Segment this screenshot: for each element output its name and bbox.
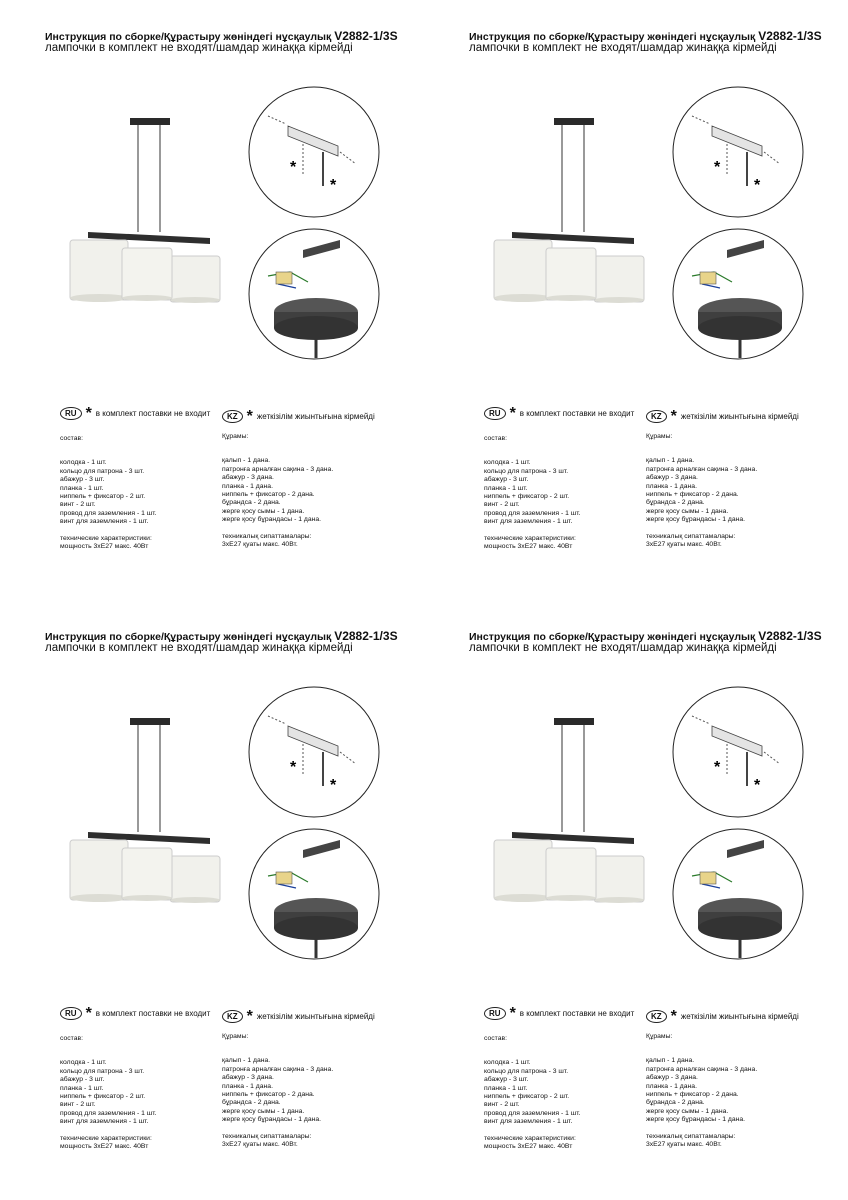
contents-heading: Құрамы: (646, 1033, 673, 1040)
contents-item: провод для заземления - 1 шт. (484, 1109, 581, 1117)
contents-item: абажур - 3 шт. (60, 476, 105, 484)
contents-item: винт - 2 шт. (60, 501, 96, 509)
ru-not-included-note (60, 1004, 211, 1022)
specs-heading: техникалық сипаттамалары: (222, 1132, 312, 1140)
contents-item: жерге қосу бұрандасы - 1 дана. (222, 516, 322, 524)
contents-item: қалып - 1 дана. (646, 1057, 695, 1065)
contents-item: бұрандса - 2 дана. (222, 1099, 281, 1107)
specs-heading: технические характеристики: (60, 534, 152, 542)
specs-value: мощность 3хЕ27 макс. 40Вт (60, 542, 149, 550)
note-text: жеткізілім жиынтығына кірмейді (680, 412, 799, 421)
kz-code: KZ (646, 1010, 667, 1023)
specs-heading: технические характеристики: (484, 534, 576, 542)
contents-item: ниппель + фиксатор - 2 дана. (646, 1090, 739, 1098)
contents-item: абажур - 3 дана. (222, 474, 274, 482)
title-text: Инструкция по сборке/Құрастыру жөніндегі нұсқаулық (45, 31, 335, 43)
callout-mark-screw: * (754, 177, 761, 194)
callout-mark-anchor: * (290, 159, 297, 176)
asterisk-mark: * (246, 407, 253, 425)
bulbs-note: лампочки в комплект не входят/шамдар жинаққа кірмейді (469, 642, 777, 654)
contents-item: абажур - 3 шт. (484, 1076, 529, 1084)
canopy-wiring-detail (672, 828, 804, 960)
canopy-wiring-detail (672, 228, 804, 360)
contents-item: провод для заземления - 1 шт. (60, 509, 157, 517)
sheet-title (45, 29, 398, 43)
asterisk-mark: * (670, 1007, 677, 1025)
mounting-bracket-detail (248, 86, 380, 218)
ru-contents (484, 435, 580, 551)
ru-not-included-note (60, 404, 211, 422)
kz-code: KZ (222, 1010, 243, 1023)
contents-item: колодка - 1 шт. (484, 459, 531, 467)
kz-contents (646, 433, 757, 549)
contents-item: колодка - 1 шт. (60, 1059, 107, 1067)
instruction-panel (0, 0, 424, 600)
model-number: V2882-1/3S (758, 29, 822, 43)
contents-heading: Құрамы: (222, 1033, 249, 1040)
kz-not-included-note (646, 1007, 799, 1025)
contents-item: провод для заземления - 1 шт. (60, 1109, 157, 1117)
canopy-wiring-detail (248, 228, 380, 360)
contents-item: абажур - 3 дана. (646, 474, 698, 482)
contents-item: планка - 1 шт. (484, 484, 528, 492)
contents-item: планка - 1 дана. (222, 482, 273, 490)
contents-item: патронға арналған сақина - 3 дана. (646, 1065, 758, 1073)
ru-code: RU (60, 407, 82, 420)
ru-not-included-note (484, 404, 635, 422)
contents-item: жерге қосу сымы - 1 дана. (222, 1107, 305, 1115)
contents-item: жерге қосу бұрандасы - 1 дана. (646, 516, 746, 524)
specs-value: 3хЕ27 қуаты макс. 40Вт. (222, 1140, 298, 1148)
contents-item: винт - 2 шт. (484, 1101, 520, 1109)
contents-item: ниппель + фиксатор - 2 дана. (646, 490, 739, 498)
specs-value: мощность 3хЕ27 макс. 40Вт (484, 1142, 573, 1150)
contents-item: абажур - 3 шт. (60, 1076, 105, 1084)
contents-item: ниппель + фиксатор - 2 дана. (222, 1090, 315, 1098)
kz-contents (646, 1033, 757, 1149)
specs-heading: технические характеристики: (60, 1134, 152, 1142)
callout-mark-screw: * (330, 177, 337, 194)
asterisk-mark: * (670, 407, 677, 425)
specs-value: 3хЕ27 қуаты макс. 40Вт. (222, 540, 298, 548)
contents-item: винт - 2 шт. (60, 1101, 96, 1109)
contents-item: жерге қосу бұрандасы - 1 дана. (222, 1116, 322, 1124)
mounting-bracket-detail (672, 86, 804, 218)
contents-item: планка - 1 шт. (484, 1084, 528, 1092)
contents-item: бұрандса - 2 дана. (222, 499, 281, 507)
note-text: жеткізілім жиынтығына кірмейді (680, 1012, 799, 1021)
callout-mark-screw: * (754, 777, 761, 794)
specs-heading: техникалық сипаттамалары: (222, 532, 312, 540)
contents-item: қалып - 1 дана. (222, 457, 271, 465)
kz-not-included-note (222, 1007, 375, 1025)
contents-heading: Құрамы: (646, 433, 673, 440)
ru-contents (60, 435, 156, 551)
note-text: в комплект поставки не входит (519, 1009, 635, 1018)
contents-item: кольцо для патрона - 3 шт. (484, 467, 569, 475)
bulbs-note: лампочки в комплект не входят/шамдар жинаққа кірмейді (469, 42, 777, 54)
contents-item: абажур - 3 шт. (484, 476, 529, 484)
asterisk-mark: * (509, 1004, 516, 1022)
asterisk-mark: * (85, 404, 92, 422)
title-text: Инструкция по сборке/Құрастыру жөніндегі нұсқаулық (469, 631, 759, 643)
contents-item: колодка - 1 шт. (60, 459, 107, 467)
contents-item: ниппель + фиксатор - 2 шт. (484, 1092, 570, 1100)
bulbs-note: лампочки в комплект не входят/шамдар жинаққа кірмейді (45, 42, 353, 54)
kz-not-included-note (222, 407, 375, 425)
sheet-title (45, 629, 398, 643)
contents-item: планка - 1 дана. (646, 482, 697, 490)
contents-item: ниппель + фиксатор - 2 шт. (60, 1092, 146, 1100)
specs-heading: техникалық сипаттамалары: (646, 1132, 736, 1140)
ru-code: RU (484, 1007, 506, 1020)
kz-contents (222, 1033, 333, 1149)
ru-code: RU (484, 407, 506, 420)
note-text: в комплект поставки не входит (519, 409, 635, 418)
kz-code: KZ (646, 410, 667, 423)
canopy-wiring-detail (248, 828, 380, 960)
note-text: жеткізілім жиынтығына кірмейді (256, 1012, 375, 1021)
lamp-illustration (484, 710, 664, 910)
contents-item: абажур - 3 дана. (222, 1074, 274, 1082)
note-text: в комплект поставки не входит (95, 409, 211, 418)
contents-item: бұрандса - 2 дана. (646, 499, 705, 507)
instruction-panel (424, 0, 848, 600)
specs-heading: технические характеристики: (484, 1134, 576, 1142)
lamp-illustration (60, 110, 240, 310)
note-text: в комплект поставки не входит (95, 1009, 211, 1018)
asterisk-mark: * (246, 1007, 253, 1025)
ru-not-included-note (484, 1004, 635, 1022)
contents-item: винт для заземления - 1 шт. (60, 1118, 149, 1126)
specs-value: мощность 3хЕ27 макс. 40Вт (60, 1142, 149, 1150)
callout-mark-anchor: * (714, 759, 721, 776)
contents-item: планка - 1 шт. (60, 484, 104, 492)
contents-item: ниппель + фиксатор - 2 шт. (484, 492, 570, 500)
contents-item: винт для заземления - 1 шт. (60, 518, 149, 526)
contents-item: жерге қосу сымы - 1 дана. (646, 507, 729, 515)
contents-item: кольцо для патрона - 3 шт. (484, 1067, 569, 1075)
sheet-title (469, 629, 822, 643)
lamp-illustration (60, 710, 240, 910)
mounting-bracket-detail (672, 686, 804, 818)
callout-mark-anchor: * (714, 159, 721, 176)
ru-code: RU (60, 1007, 82, 1020)
specs-heading: техникалық сипаттамалары: (646, 532, 736, 540)
model-number: V2882-1/3S (758, 629, 822, 643)
contents-item: планка - 1 дана. (646, 1082, 697, 1090)
contents-item: қалып - 1 дана. (646, 457, 695, 465)
sheet-title (469, 29, 822, 43)
contents-item: патронға арналған сақина - 3 дана. (646, 465, 758, 473)
contents-heading: Құрамы: (222, 433, 249, 440)
contents-heading: состав: (484, 1035, 507, 1042)
contents-item: жерге қосу сымы - 1 дана. (222, 507, 305, 515)
contents-item: жерге қосу сымы - 1 дана. (646, 1107, 729, 1115)
specs-value: 3хЕ27 қуаты макс. 40Вт. (646, 540, 722, 548)
contents-item: кольцо для патрона - 3 шт. (60, 467, 145, 475)
callout-mark-anchor: * (290, 759, 297, 776)
contents-item: планка - 1 дана. (222, 1082, 273, 1090)
callout-mark-screw: * (330, 777, 337, 794)
specs-value: мощность 3хЕ27 макс. 40Вт (484, 542, 573, 550)
title-text: Инструкция по сборке/Құрастыру жөніндегі нұсқаулық (469, 31, 759, 43)
contents-item: ниппель + фиксатор - 2 дана. (222, 490, 315, 498)
contents-heading: состав: (60, 1035, 83, 1042)
specs-value: 3хЕ27 қуаты макс. 40Вт. (646, 1140, 722, 1148)
kz-code: KZ (222, 410, 243, 423)
model-number: V2882-1/3S (334, 629, 398, 643)
contents-item: патронға арналған сақина - 3 дана. (222, 1065, 334, 1073)
contents-item: планка - 1 шт. (60, 1084, 104, 1092)
contents-item: колодка - 1 шт. (484, 1059, 531, 1067)
asterisk-mark: * (85, 1004, 92, 1022)
contents-item: абажур - 3 дана. (646, 1074, 698, 1082)
model-number: V2882-1/3S (334, 29, 398, 43)
bulbs-note: лампочки в комплект не входят/шамдар жинаққа кірмейді (45, 642, 353, 654)
contents-item: кольцо для патрона - 3 шт. (60, 1067, 145, 1075)
contents-item: винт для заземления - 1 шт. (484, 518, 573, 526)
ru-contents (60, 1035, 156, 1151)
instruction-panel (424, 600, 848, 1200)
contents-item: винт - 2 шт. (484, 501, 520, 509)
contents-item: жерге қосу бұрандасы - 1 дана. (646, 1116, 746, 1124)
contents-item: бұрандса - 2 дана. (646, 1099, 705, 1107)
contents-heading: состав: (60, 435, 83, 442)
mounting-bracket-detail (248, 686, 380, 818)
contents-heading: состав: (484, 435, 507, 442)
kz-not-included-note (646, 407, 799, 425)
title-text: Инструкция по сборке/Құрастыру жөніндегі нұсқаулық (45, 631, 335, 643)
note-text: жеткізілім жиынтығына кірмейді (256, 412, 375, 421)
contents-item: патронға арналған сақина - 3 дана. (222, 465, 334, 473)
contents-item: қалып - 1 дана. (222, 1057, 271, 1065)
contents-item: провод для заземления - 1 шт. (484, 509, 581, 517)
ru-contents (484, 1035, 580, 1151)
instruction-panel (0, 600, 424, 1200)
lamp-illustration (484, 110, 664, 310)
asterisk-mark: * (509, 404, 516, 422)
kz-contents (222, 433, 333, 549)
contents-item: ниппель + фиксатор - 2 шт. (60, 492, 146, 500)
contents-item: винт для заземления - 1 шт. (484, 1118, 573, 1126)
